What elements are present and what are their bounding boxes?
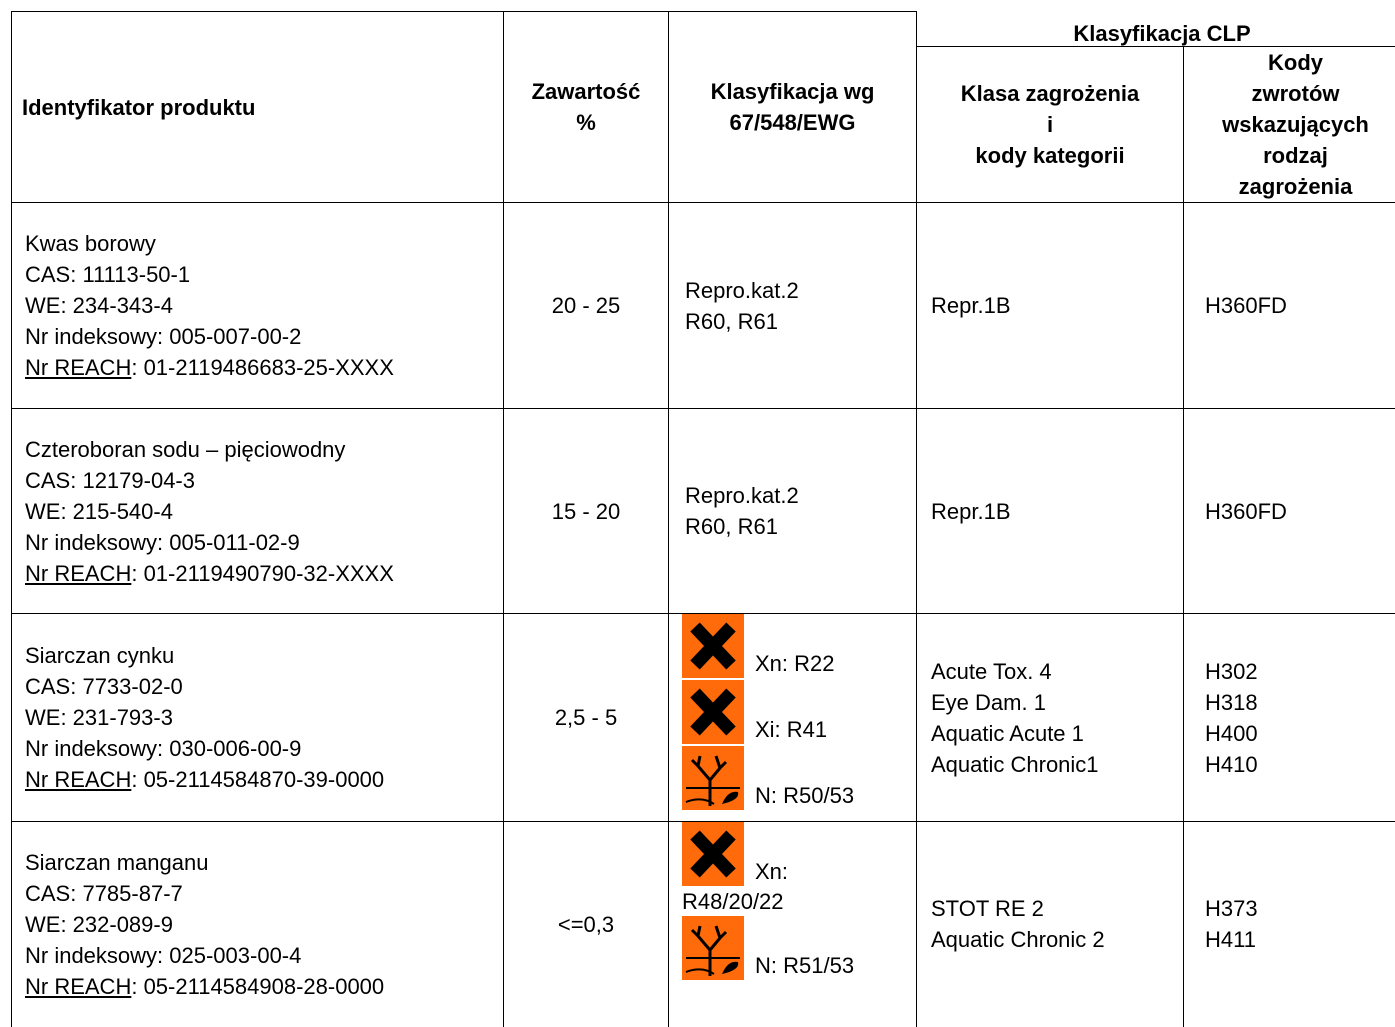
pictogram-row: Xn: R22 [682, 614, 916, 680]
header-dsd-classification: Klasyfikacja wg 67/548/EWG [669, 12, 917, 203]
environment-hazard-icon [682, 746, 744, 810]
header-clp-hazard-class: Klasa zagrożenia i kody kategorii [917, 47, 1184, 203]
clp-hazard-class: Acute Tox. 4 Eye Dam. 1 Aquatic Acute 1 Aquatic Chronic1 [917, 614, 1184, 822]
content-percent: 15 - 20 [504, 409, 669, 614]
product-identifier: Siarczan cynku CAS: 7733-02-0 WE: 231-793-3 Nr indeksowy: 030-006-00-9 Nr REACH: 05-2114584870-39-0000 [12, 614, 504, 822]
header-clp-group: Klasyfikacja CLP [917, 12, 1395, 47]
composition-table [11, 11, 1395, 1027]
pictogram-row: N: R51/53 [682, 916, 916, 982]
dsd-classification [669, 822, 917, 1027]
clp-hazard-class: STOT RE 2 Aquatic Chronic 2 [917, 822, 1184, 1027]
header-clp-hazard-codes: Kody zwrotów wskazujących rodzaj zagrożenia [1184, 47, 1395, 203]
clp-hazard-codes: H360FD [1184, 409, 1395, 614]
content-percent: <=0,3 [504, 822, 669, 1027]
header-product-id: Identyfikator produktu [12, 12, 504, 203]
pictogram-row: N: R50/53 [682, 746, 916, 812]
clp-hazard-codes: H360FD [1184, 203, 1395, 409]
harmful-cross-icon [682, 614, 744, 678]
table-row [12, 203, 1395, 409]
harmful-cross-icon [682, 822, 744, 886]
clp-hazard-codes: H373 H411 [1184, 822, 1395, 1027]
dsd-classification [669, 614, 917, 822]
content-percent: 2,5 - 5 [504, 614, 669, 822]
pictogram-row: Xn: [682, 822, 916, 888]
environment-hazard-icon [682, 916, 744, 980]
table-row [12, 409, 1395, 614]
product-identifier: Kwas borowy CAS: 11113-50-1 WE: 234-343-4 Nr indeksowy: 005-007-00-2 Nr REACH: 01-2119486683-25-XXXX [12, 203, 504, 409]
dsd-extra-code: R48/20/22 [682, 888, 916, 916]
clp-hazard-class: Repr.1B [917, 409, 1184, 614]
table-row [12, 822, 1395, 1027]
content-percent: 20 - 25 [504, 203, 669, 409]
dsd-classification: Repro.kat.2 R60, R61 [669, 203, 917, 409]
clp-hazard-codes: H302 H318 H400 H410 [1184, 614, 1395, 822]
product-identifier: Siarczan manganu CAS: 7785-87-7 WE: 232-089-9 Nr indeksowy: 025-003-00-4 Nr REACH: 05-2114584908-28-0000 [12, 822, 504, 1027]
irritant-cross-icon [682, 680, 744, 744]
clp-hazard-class: Repr.1B [917, 203, 1184, 409]
product-identifier: Czteroboran sodu – pięciowodny CAS: 12179-04-3 WE: 215-540-4 Nr indeksowy: 005-011-02-9 Nr REACH: 01-2119490790-32-XXXX [12, 409, 504, 614]
header-content: Zawartość % [504, 12, 669, 203]
pictogram-row: Xi: R41 [682, 680, 916, 746]
dsd-classification: Repro.kat.2 R60, R61 [669, 409, 917, 614]
table-row [12, 614, 1395, 822]
